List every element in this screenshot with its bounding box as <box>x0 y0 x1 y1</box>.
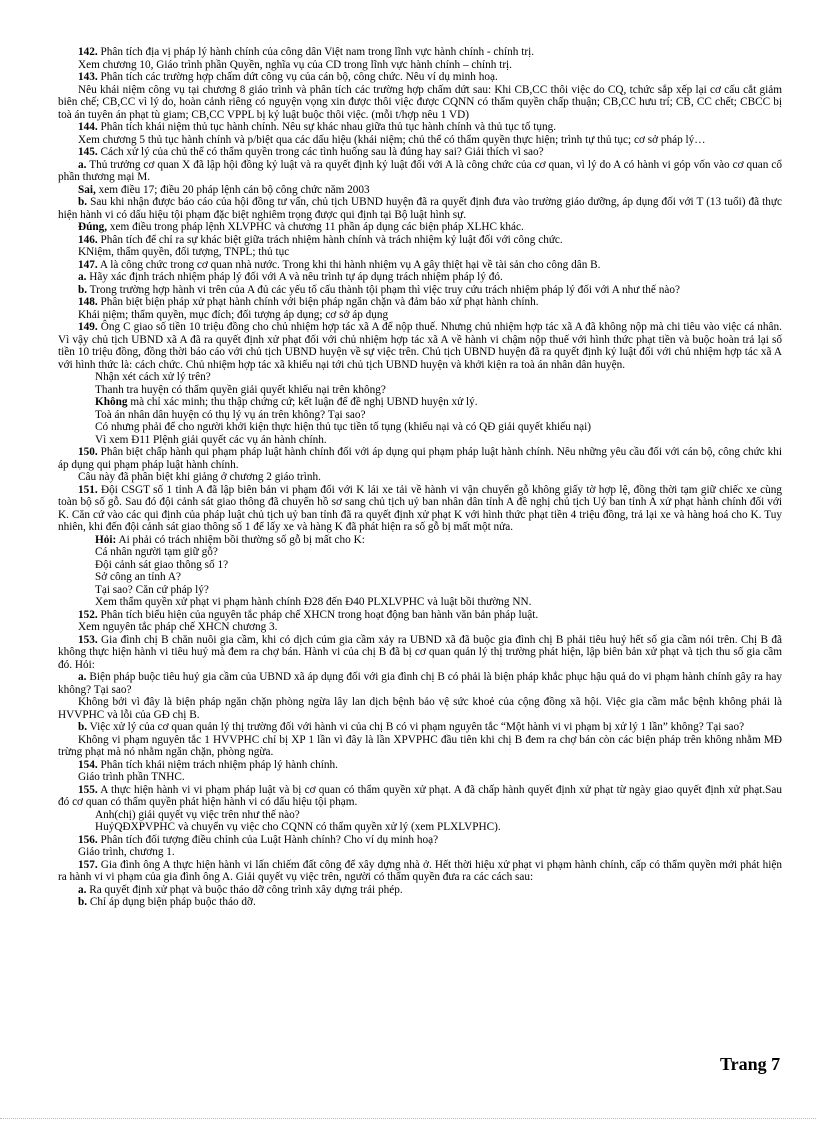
paragraph <box>58 809 782 822</box>
question-number: 145. <box>78 146 98 158</box>
page-number: Trang 7 <box>720 1054 781 1074</box>
paragraph-text: Vì xem Đ11 Plệnh giải quyết các vụ án hành chính. <box>95 433 327 446</box>
paragraph-text: Giáo trình, chương 1. <box>78 846 175 858</box>
paragraph-text: Thanh tra huyện có thẩm quyền giải quyết khiếu nại trên không? <box>95 383 386 396</box>
paragraph-text: Phân tích đối tượng điều chỉnh của Luật Hành chính? Cho ví dụ minh hoạ? <box>97 833 439 846</box>
paragraph <box>58 309 782 322</box>
paragraph-text: Câu này đã phân biệt khi giảng ở chương 2 giáo trình. <box>78 471 321 483</box>
lead-text: Hỏi: <box>95 533 117 546</box>
paragraph-text: Xem chương 5 thủ tục hành chính và p/biệt qua các dấu hiệu (khái niệm; chủ thể có thẩm quyền thực hiện; trình tự thủ tục; cơ sở pháp lý… <box>78 133 706 146</box>
paragraph <box>58 771 782 784</box>
paragraph <box>58 396 782 409</box>
paragraph <box>58 184 782 197</box>
paragraph <box>58 671 782 696</box>
paragraph <box>58 196 782 221</box>
paragraph-text: Đội cảnh sát giao thông số 1? <box>95 558 229 571</box>
lead-text: a. <box>78 158 87 171</box>
paragraph <box>58 484 782 534</box>
paragraph <box>58 59 782 72</box>
document-page <box>58 46 782 909</box>
paragraph <box>58 271 782 284</box>
paragraph <box>58 296 782 309</box>
paragraph <box>58 234 782 247</box>
paragraph-text: Phân biệt biện pháp xử phạt hành chính với biện pháp ngăn chặn và đảm bảo xử phạt hành chính. <box>97 296 539 308</box>
question-number: 154. <box>78 758 98 771</box>
paragraph <box>58 259 782 272</box>
paragraph-text: Sở công an tỉnh A? <box>95 571 181 583</box>
paragraph-text: Nêu khái niệm công vụ tại chương 8 giáo trình và phân tích các trường hợp chấm dứt sau: Khi CB,CC thôi việc do CQ, tchức sắp xếp lại cơ cấu cắt giảm biên chế; CB,CC vì lý do, hoàn cảnh riêng có nguyện vọng xin được thôi việc được CQNN có thẩm quyền chấp thuận; CB,CC hưu trí; CB, CC chết; CBCC bị toà án tuyên án phạt tù giam; CB,CC VPPL bị kỷ luật buộc thôi việc. (mỗi t/hợp nêu 1 VD) <box>58 83 782 121</box>
lead-text: a. <box>78 883 87 896</box>
paragraph-text: Biện pháp buộc tiêu huỷ gia cầm của UBND xã áp dụng đối với gia đình chị B có phải là biện pháp khắc phục hậu quả do vi phạm hành chính gây ra hay không? Tại sao? <box>58 671 782 696</box>
paragraph-text: Thủ trưởng cơ quan X đã lập hội đồng kỷ luật và ra quyết định kỷ luật đối với A là công chức của cơ quan, vì lý do A có hành vi góp vốn vào cơ quan cổ phần thương mại M. <box>58 158 782 183</box>
paragraph-text: Xem chương 10, Giáo trình phần Quyền, nghĩa vụ của CD trong lĩnh vực hành chính – chính trị. <box>78 58 512 71</box>
paragraph-text: A là công chức trong cơ quan nhà nước. Trong khi thi hành nhiệm vụ A gây thiệt hại về tài sản cho công dân B. <box>97 258 601 271</box>
paragraph <box>58 146 782 159</box>
paragraph-text: xem điều 17; điều 20 pháp lệnh cán bộ công chức năm 2003 <box>95 183 370 196</box>
paragraph <box>58 221 782 234</box>
paragraph-text: Việc xử lý của cơ quan quản lý thị trường đối với hành vi của chị B có vi phạm nguyên tắc “Một hành vi vi phạm bị xử lý 1 lần” không? Tại sao? <box>87 721 745 733</box>
paragraph <box>58 621 782 634</box>
paragraph <box>58 884 782 897</box>
paragraph <box>58 434 782 447</box>
paragraph-text: HuỷQĐXPVPHC và chuyển vụ việc cho CQNN có thẩm quyền xử lý (xem PLXLVPHC). <box>95 821 501 833</box>
paragraph <box>58 596 782 609</box>
paragraph-text: Đội CSGT số 1 tỉnh A đã lập biên bản vi phạm đối với K lái xe tải về hành vi vận chuyển gỗ không giấy tờ hợp lệ, đồng thời tạm giữ chiếc xe cùng toàn bộ số gỗ. Sau đó đội cảnh sát giao thông đã chuyển hồ sơ sang chủ tịch uỷ ban nhân dân tỉnh A đề nghị chủ tịch Uỷ ban tỉnh A xử phạt hành chính đối với K. Căn cứ vào các qui định của pháp luật chủ tịch uỷ ban tỉnh đã ra quyết định xử phạt K với hình thức phạt tiền 4 triệu đồng, trả lại xe và hàng hoá cho K. Tuy nhiên, khi đến đội cảnh sát giao thông số 1 để lấy xe và hàng K đã phát hiện ra số gỗ bị mất một nửa. <box>58 483 782 533</box>
paragraph <box>58 121 782 134</box>
paragraph-text: Gia đình ông A thực hiện hành vi lấn chiếm đất công để xây dựng nhà ở. Hết thời hiệu xử phạt vi phạm hành chính, cấp có thẩm quyền mới phát hiện ra hành vi vi phạm của gia đình ông A. Giải quyết vụ việc trên, người có thẩm quyền đưa ra các cách sau: <box>58 858 782 883</box>
paragraph <box>58 284 782 297</box>
paragraph <box>58 446 782 471</box>
paragraph <box>58 421 782 434</box>
paragraph-text: Xem nguyên tắc pháp chế XHCN chương 3. <box>78 621 278 633</box>
lead-text: b. <box>78 283 88 296</box>
paragraph-text: Giáo trình phần TNHC. <box>78 771 185 783</box>
lead-text: a. <box>78 271 87 283</box>
paragraph <box>58 134 782 147</box>
paragraph-text: Tại sao? Căn cứ pháp lý? <box>95 583 209 596</box>
lead-text: b. <box>78 196 88 208</box>
paragraph-text: Phân tích khái niệm trách nhiệm pháp lý hành chính. <box>97 758 338 771</box>
paragraph-text: Cách xử lý của chủ thể có thẩm quyền trong các tình huống sau là đúng hay sai? Giải thích vì sao? <box>97 146 544 158</box>
paragraph <box>58 584 782 597</box>
paragraph-text: xem điều trong pháp lệnh XLVPHC và chương 11 phần áp dụng các biện pháp XLHC khác. <box>107 221 524 233</box>
question-number: 146. <box>78 233 98 246</box>
paragraph-text: Hãy xác định trách nhiệm pháp lý đối với A và nêu trình tự áp dụng trách nhiệm pháp lý đó. <box>86 271 503 283</box>
paragraph-text: Phân tích địa vị pháp lý hành chính của công dân Việt nam trong lĩnh vực hành chính - chính trị. <box>97 46 535 58</box>
question-number: 152. <box>78 608 98 621</box>
paragraph <box>58 896 782 909</box>
question-number: 143. <box>78 71 98 83</box>
paragraph <box>58 159 782 184</box>
question-number: 153. <box>78 633 98 646</box>
paragraph <box>58 859 782 884</box>
question-number: 150. <box>78 446 98 458</box>
paragraph-text: Gia đình chị B chăn nuôi gia cầm, khi có dịch cúm gia cầm xảy ra UBND xã đã buộc gia đình chị B phải tiêu huỷ hết số gia cầm nói trên. Chị B đã không thực hiện hành vi tiêu huỷ mà đem ra chợ bán. Hành vi của chị B đã bị cơ quan quản lý thị trường phát hiện, lập biên bản xử phạt và tịch thu số gia cầm đó. Hỏi: <box>58 633 782 671</box>
paragraph <box>58 821 782 834</box>
question-number: 147. <box>78 258 98 271</box>
lead-text: Không <box>95 396 128 408</box>
paragraph <box>58 784 782 809</box>
paragraph <box>58 609 782 622</box>
paragraph-text: Cá nhân người tạm giữ gỗ? <box>95 546 218 558</box>
paragraph-text: A thực hiện hành vi vi phạm pháp luật và bị cơ quan có thẩm quyền xử phạt. A đã chấp hành quyết định xử phạt từ ngày giao quyết định xử phạt.Sau đó cơ quan có thẩm quyền phát hiện hành vi có dấu hiệu tội phạm. <box>58 783 782 808</box>
paragraph-text: Khái niệm; thẩm quyền, mục đích; đối tượng áp dụng; cơ sở áp dụng <box>78 308 389 321</box>
paragraph <box>58 571 782 584</box>
lead-text: b. <box>78 896 88 908</box>
paragraph-text: Chỉ áp dụng biện pháp buộc tháo dỡ. <box>87 896 256 908</box>
paragraph <box>58 471 782 484</box>
paragraph <box>58 246 782 259</box>
paragraph-text: Xem thẩm quyền xử phạt vi phạm hành chính Đ28 đến Đ40 PLXLVPHC và luật bồi thường NN. <box>95 596 532 608</box>
paragraph <box>58 371 782 384</box>
paragraph-text: Phân tích biểu hiện của nguyên tắc pháp chế XHCN trong hoạt động ban hành văn bản pháp luật. <box>97 608 539 621</box>
paragraph-text: Ai phải có trách nhiệm bồi thường số gỗ bị mất cho K: <box>116 533 365 546</box>
paragraph-text: Toà án nhân dân huyện có thụ lý vụ án trên không? Tại sao? <box>95 408 366 421</box>
lead-text: b. <box>78 721 88 733</box>
question-number: 148. <box>78 296 98 308</box>
paragraph <box>58 721 782 734</box>
paragraph-text: KNiệm, thẩm quyền, đối tượng, TNPL; thủ tục <box>78 246 290 258</box>
paragraph-text: Trong trường hợp hành vi trên của A đủ các yếu tố cấu thành tội phạm thì việc truy cứu trách nhiệm pháp lý đối với A như thế nào? <box>87 283 680 296</box>
paragraph <box>58 759 782 772</box>
paragraph <box>58 409 782 422</box>
paragraph <box>58 71 782 84</box>
lead-text: a. <box>78 671 87 683</box>
paragraph-text: Không bởi vì đây là biện pháp ngăn chặn phòng ngừa lây lan dịch bệnh bảo vệ sức khoẻ của cộng đồng xã hội. Việc gia cầm mắc bệnh không phải là HVVPHC và lỗi của GĐ chị B. <box>58 696 782 721</box>
paragraph <box>58 734 782 759</box>
paragraph <box>58 546 782 559</box>
question-number: 151. <box>78 483 98 496</box>
bottom-divider <box>0 1118 816 1119</box>
paragraph-text: Nhận xét cách xử lý trên? <box>95 371 211 383</box>
lead-text: Sai, <box>78 183 96 196</box>
question-number: 144. <box>78 121 98 133</box>
question-number: 149. <box>78 321 98 333</box>
question-number: 156. <box>78 833 98 846</box>
paragraph <box>58 834 782 847</box>
paragraph-text: Ông C giao số tiền 10 triệu đồng cho chủ nhiệm hợp tác xã A để nộp thuế. Nhưng chủ nhiệm hợp tác xã A đã không nộp mà chi tiêu vào việc cá nhân. Vì vậy chủ tịch UBND xã A đã ra quyết định xử phạt đối với chủ nhiệm hợp tác xã A về hành vi chậm nộp thuế với hình thức phạt tiền và buộc hoàn trả lại số tiền 10 triệu đồng, đồng thời báo cáo với chủ tịch UBND huyện về sự việc trên. Chủ tịch UBND huyện đã ra quyết định kỷ luật đối với chủ nhiệm hợp tác xã A với hình thức là: cách chức. Chủ nhiệm hợp tác xã khiếu nại tới chủ tịch UBND huyện và khởi kiện ra toà án nhân dân huyện. <box>58 321 782 371</box>
paragraph <box>58 384 782 397</box>
paragraph <box>58 846 782 859</box>
paragraph <box>58 84 782 122</box>
paragraph-text: Anh(chị) giải quyết vụ việc trên như thế nào? <box>95 808 300 821</box>
paragraph-text: Sau khi nhận được báo cáo của hội đồng tư vấn, chủ tịch UBND huyện đã ra quyết định đưa vào trường giáo dưỡng, áp dụng đối với T (13 tuổi) đã thực hiện hành vi có dấu hiệu tội phạm đặc biệt nghiêm trọng được qui định tại Bộ luật hình sự. <box>58 196 782 221</box>
paragraph-text: Không vi phạm nguyên tắc 1 HVVPHC chỉ bị XP 1 lần vì đây là lần XPVPHC đầu tiên khi chị B đem ra chợ bán còn các biện pháp trên không nhằm MĐ trừng phạt mà nó nhằm ngăn chặn, phòng ngừa. <box>58 733 782 758</box>
paragraph <box>58 559 782 572</box>
question-number: 155. <box>78 783 98 796</box>
paragraph-text: Phân tích khái niệm thủ tục hành chính. Nêu sự khác nhau giữa thủ tục hành chính và thủ tục tố tụng. <box>97 121 557 133</box>
paragraph-text: Ra quyết định xử phạt và buộc tháo dỡ công trình xây dựng trái phép. <box>86 883 403 896</box>
paragraph <box>58 321 782 371</box>
paragraph-text: Phân biệt chấp hành qui phạm pháp luật hành chính đối với áp dụng qui phạm pháp luật hành chính. Nêu những yêu cầu đối với cán bộ, công chức khi áp dụng qui phạm pháp luật hành chính. <box>58 446 782 471</box>
paragraph <box>58 534 782 547</box>
lead-text: Đúng, <box>78 221 108 233</box>
question-number: 142. <box>78 46 98 58</box>
paragraph <box>58 46 782 59</box>
paragraph <box>58 634 782 672</box>
paragraph-text: mà chỉ xác minh; thu thập chứng cứ; kết luận để đề nghị UBND huyện xử lý. <box>127 396 478 408</box>
paragraph-text: Phân tích để chỉ ra sự khác biệt giữa trách nhiệm hành chính và trách nhiệm kỷ luật đối với công chức. <box>97 233 563 246</box>
paragraph-text: Phân tích các trường hợp chấm dứt công vụ của cán bộ, công chức. Nêu ví dụ minh hoạ. <box>97 71 498 83</box>
paragraph-text: Có nhưng phải để cho người khởi kiện thực hiện thủ tục tiền tố tụng (khiếu nại và có QĐ giải quyết khiếu nại) <box>95 421 592 433</box>
paragraph <box>58 696 782 721</box>
question-number: 157. <box>78 858 98 871</box>
